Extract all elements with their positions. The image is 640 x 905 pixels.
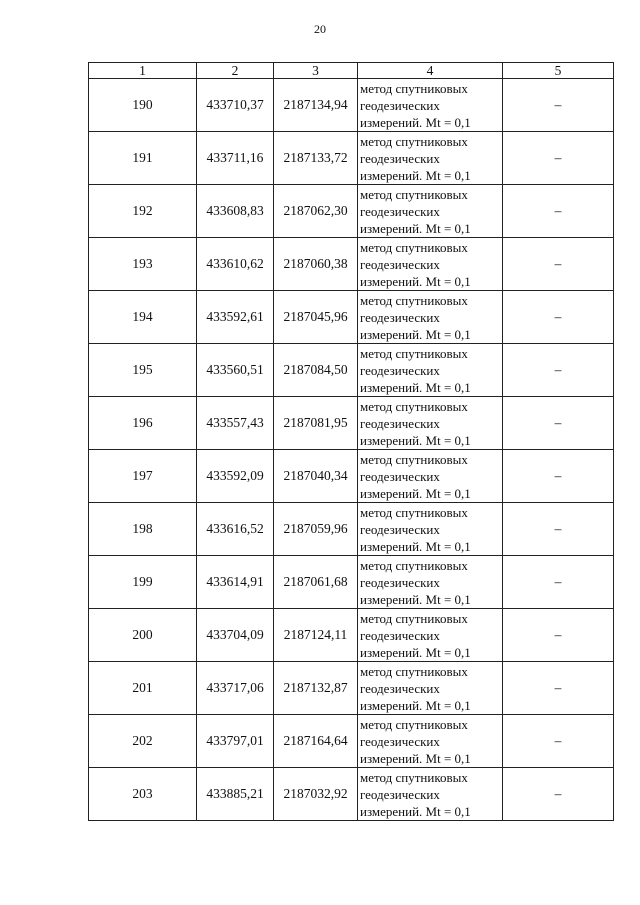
- table-row: [89, 185, 614, 238]
- header-col-4: 4: [358, 63, 503, 79]
- point-number: 203: [89, 768, 197, 821]
- method-line-2: геодезических: [360, 415, 440, 431]
- column-5-value: –: [503, 238, 614, 291]
- method-line-2: геодезических: [360, 97, 440, 113]
- method-line-2: геодезических: [360, 733, 440, 749]
- method-description: [358, 132, 503, 185]
- method-line-2: геодезических: [360, 256, 440, 272]
- column-5-value: –: [503, 503, 614, 556]
- column-5-value: –: [503, 185, 614, 238]
- method-line-1: метод спутниковых: [360, 345, 468, 361]
- method-line-3: измерений. Mt = 0,1: [360, 485, 471, 501]
- coord-x: 433717,06: [197, 662, 274, 715]
- point-number: 191: [89, 132, 197, 185]
- column-5-value: –: [503, 609, 614, 662]
- method-description: [358, 556, 503, 609]
- coord-x: 433616,52: [197, 503, 274, 556]
- point-number: 196: [89, 397, 197, 450]
- method-line-3: измерений. Mt = 0,1: [360, 803, 471, 819]
- method-description: [358, 344, 503, 397]
- table-row: [89, 132, 614, 185]
- method-description: [358, 79, 503, 132]
- coord-x: 433608,83: [197, 185, 274, 238]
- method-line-2: геодезических: [360, 521, 440, 537]
- method-line-1: метод спутниковых: [360, 610, 468, 626]
- method-line-3: измерений. Mt = 0,1: [360, 273, 471, 289]
- column-5-value: –: [503, 344, 614, 397]
- coord-y: 2187084,50: [274, 344, 358, 397]
- method-line-3: измерений. Mt = 0,1: [360, 432, 471, 448]
- header-col-5: 5: [503, 63, 614, 79]
- method-description: [358, 450, 503, 503]
- point-number: 200: [89, 609, 197, 662]
- point-number: 198: [89, 503, 197, 556]
- column-5-value: –: [503, 132, 614, 185]
- method-line-2: геодезических: [360, 627, 440, 643]
- coord-y: 2187133,72: [274, 132, 358, 185]
- coord-x: 433704,09: [197, 609, 274, 662]
- coord-x: 433557,43: [197, 397, 274, 450]
- column-5-value: –: [503, 397, 614, 450]
- method-line-3: измерений. Mt = 0,1: [360, 379, 471, 395]
- method-line-2: геодезических: [360, 468, 440, 484]
- coord-x: 433614,91: [197, 556, 274, 609]
- coordinates-table: [88, 62, 614, 821]
- coord-y: 2187040,34: [274, 450, 358, 503]
- coord-y: 2187134,94: [274, 79, 358, 132]
- table-row: [89, 238, 614, 291]
- method-line-1: метод спутниковых: [360, 504, 468, 520]
- method-line-2: геодезических: [360, 680, 440, 696]
- table-row: [89, 768, 614, 821]
- point-number: 194: [89, 291, 197, 344]
- method-description: [358, 185, 503, 238]
- coord-y: 2187060,38: [274, 238, 358, 291]
- coord-x: 433592,61: [197, 291, 274, 344]
- coord-x: 433592,09: [197, 450, 274, 503]
- method-line-1: метод спутниковых: [360, 769, 468, 785]
- method-line-2: геодезических: [360, 786, 440, 802]
- method-line-1: метод спутниковых: [360, 133, 468, 149]
- method-description: [358, 768, 503, 821]
- point-number: 199: [89, 556, 197, 609]
- coord-y: 2187081,95: [274, 397, 358, 450]
- method-line-3: измерений. Mt = 0,1: [360, 697, 471, 713]
- point-number: 192: [89, 185, 197, 238]
- method-line-1: метод спутниковых: [360, 557, 468, 573]
- method-line-1: метод спутниковых: [360, 239, 468, 255]
- coord-y: 2187124,11: [274, 609, 358, 662]
- method-line-3: измерений. Mt = 0,1: [360, 220, 471, 236]
- method-line-3: измерений. Mt = 0,1: [360, 750, 471, 766]
- header-col-2: 2: [197, 63, 274, 79]
- method-line-3: измерений. Mt = 0,1: [360, 326, 471, 342]
- coord-x: 433797,01: [197, 715, 274, 768]
- method-line-3: измерений. Mt = 0,1: [360, 538, 471, 554]
- method-line-2: геодезических: [360, 574, 440, 590]
- table-row: [89, 291, 614, 344]
- coord-y: 2187164,64: [274, 715, 358, 768]
- coord-y: 2187061,68: [274, 556, 358, 609]
- table-row: [89, 662, 614, 715]
- table-row: [89, 715, 614, 768]
- table-row: [89, 556, 614, 609]
- page-number: 20: [314, 22, 326, 36]
- coord-y: 2187032,92: [274, 768, 358, 821]
- method-line-1: метод спутниковых: [360, 398, 468, 414]
- column-5-value: –: [503, 79, 614, 132]
- coord-x: 433711,16: [197, 132, 274, 185]
- table-row: [89, 79, 614, 132]
- method-line-3: измерений. Mt = 0,1: [360, 644, 471, 660]
- column-5-value: –: [503, 715, 614, 768]
- method-line-2: геодезических: [360, 150, 440, 166]
- column-5-value: –: [503, 450, 614, 503]
- coord-x: 433560,51: [197, 344, 274, 397]
- coord-y: 2187045,96: [274, 291, 358, 344]
- method-line-1: метод спутниковых: [360, 663, 468, 679]
- method-line-1: метод спутниковых: [360, 292, 468, 308]
- column-5-value: –: [503, 662, 614, 715]
- method-line-1: метод спутниковых: [360, 451, 468, 467]
- header-row: [89, 63, 614, 79]
- table-header: [89, 63, 614, 79]
- method-description: [358, 662, 503, 715]
- coord-x: 433885,21: [197, 768, 274, 821]
- table-row: [89, 503, 614, 556]
- table-row: [89, 609, 614, 662]
- coord-y: 2187062,30: [274, 185, 358, 238]
- point-number: 195: [89, 344, 197, 397]
- coord-y: 2187132,87: [274, 662, 358, 715]
- column-5-value: –: [503, 291, 614, 344]
- column-5-value: –: [503, 768, 614, 821]
- header-col-3: 3: [274, 63, 358, 79]
- method-description: [358, 715, 503, 768]
- point-number: 202: [89, 715, 197, 768]
- method-description: [358, 291, 503, 344]
- method-line-1: метод спутниковых: [360, 80, 468, 96]
- table-row: [89, 450, 614, 503]
- table-row: [89, 397, 614, 450]
- point-number: 201: [89, 662, 197, 715]
- method-description: [358, 503, 503, 556]
- method-line-3: измерений. Mt = 0,1: [360, 167, 471, 183]
- method-line-2: геодезических: [360, 203, 440, 219]
- method-line-3: измерений. Mt = 0,1: [360, 114, 471, 130]
- method-line-2: геодезических: [360, 362, 440, 378]
- table-body: [89, 79, 614, 821]
- method-line-3: измерений. Mt = 0,1: [360, 591, 471, 607]
- method-description: [358, 397, 503, 450]
- header-col-1: 1: [89, 63, 197, 79]
- coord-y: 2187059,96: [274, 503, 358, 556]
- column-5-value: –: [503, 556, 614, 609]
- point-number: 190: [89, 79, 197, 132]
- method-line-1: метод спутниковых: [360, 186, 468, 202]
- coord-x: 433610,62: [197, 238, 274, 291]
- point-number: 197: [89, 450, 197, 503]
- coord-x: 433710,37: [197, 79, 274, 132]
- method-line-1: метод спутниковых: [360, 716, 468, 732]
- method-line-2: геодезических: [360, 309, 440, 325]
- point-number: 193: [89, 238, 197, 291]
- method-description: [358, 238, 503, 291]
- table-row: [89, 344, 614, 397]
- method-description: [358, 609, 503, 662]
